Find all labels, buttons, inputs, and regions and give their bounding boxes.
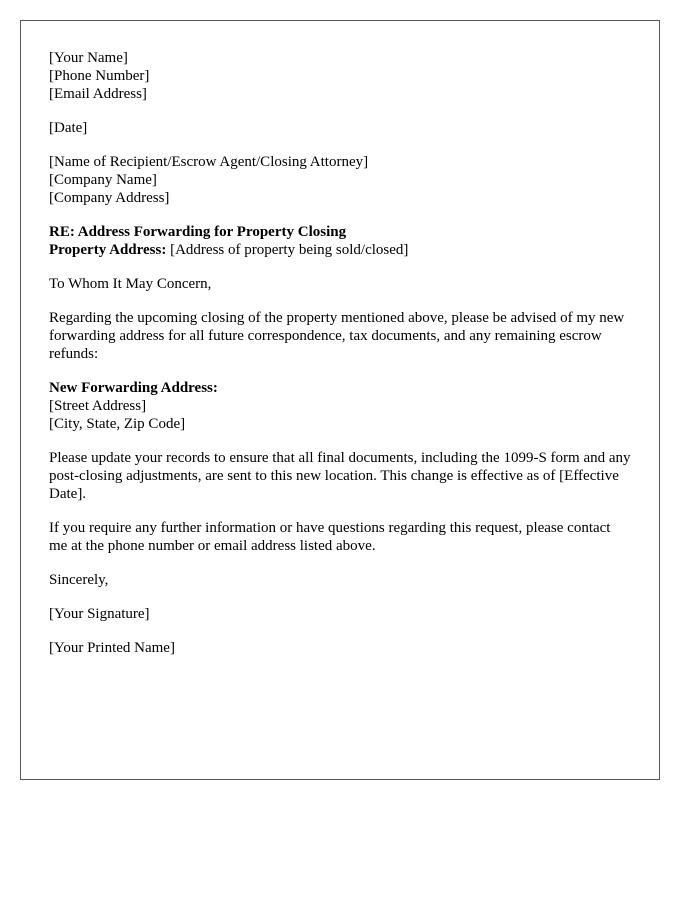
signature: [Your Signature] <box>49 606 150 622</box>
forwarding-street: [Street Address] <box>49 398 147 414</box>
printed-name: [Your Printed Name] <box>49 640 175 656</box>
recipient-address: [Company Address] <box>49 190 170 206</box>
property-address-value: [Address of property being sold/closed] <box>166 242 409 258</box>
letter-date: [Date] <box>49 120 88 136</box>
salutation-block <box>49 275 631 293</box>
recipient-company: [Company Name] <box>49 172 157 188</box>
body-paragraph-2 <box>49 449 631 503</box>
sender-email: [Email Address] <box>49 86 147 102</box>
recipient-block <box>49 153 631 207</box>
recipient-name: [Name of Recipient/Escrow Agent/Closing Attorney] <box>49 154 369 170</box>
closing-block <box>49 571 631 589</box>
date-block <box>49 119 631 137</box>
sender-name: [Your Name] <box>49 50 128 66</box>
printed-name-block <box>49 639 631 657</box>
body-paragraph-2-text: Please update your records to ensure that all final documents, including the 1099-S form and any post-closing adjustments, are sent to this new location. This change is effective as of [Effective Date]. <box>49 450 631 502</box>
property-address-line <box>49 241 631 259</box>
forwarding-address-label: New Forwarding Address: <box>49 380 218 396</box>
sender-phone: [Phone Number] <box>49 68 150 84</box>
body-paragraph-3 <box>49 519 631 555</box>
letter-page <box>20 20 660 780</box>
subject-block <box>49 223 631 259</box>
closing: Sincerely, <box>49 572 109 588</box>
forwarding-city-state-zip: [City, State, Zip Code] <box>49 416 186 432</box>
signature-block <box>49 605 631 623</box>
body-paragraph-1-text: Regarding the upcoming closing of the property mentioned above, please be advised of my new forwarding address for all future correspondence, tax documents, and any remaining escrow refunds: <box>49 310 625 362</box>
sender-block <box>49 49 631 103</box>
body-paragraph-3-text: If you require any further information or have questions regarding this request, please contact me at the phone number or email address listed above. <box>49 520 611 554</box>
forwarding-address-block <box>49 379 631 433</box>
salutation: To Whom It May Concern, <box>49 276 212 292</box>
property-address-label: Property Address: <box>49 242 167 258</box>
subject-re-line: RE: Address Forwarding for Property Closing <box>49 224 347 240</box>
body-paragraph-1 <box>49 309 631 363</box>
